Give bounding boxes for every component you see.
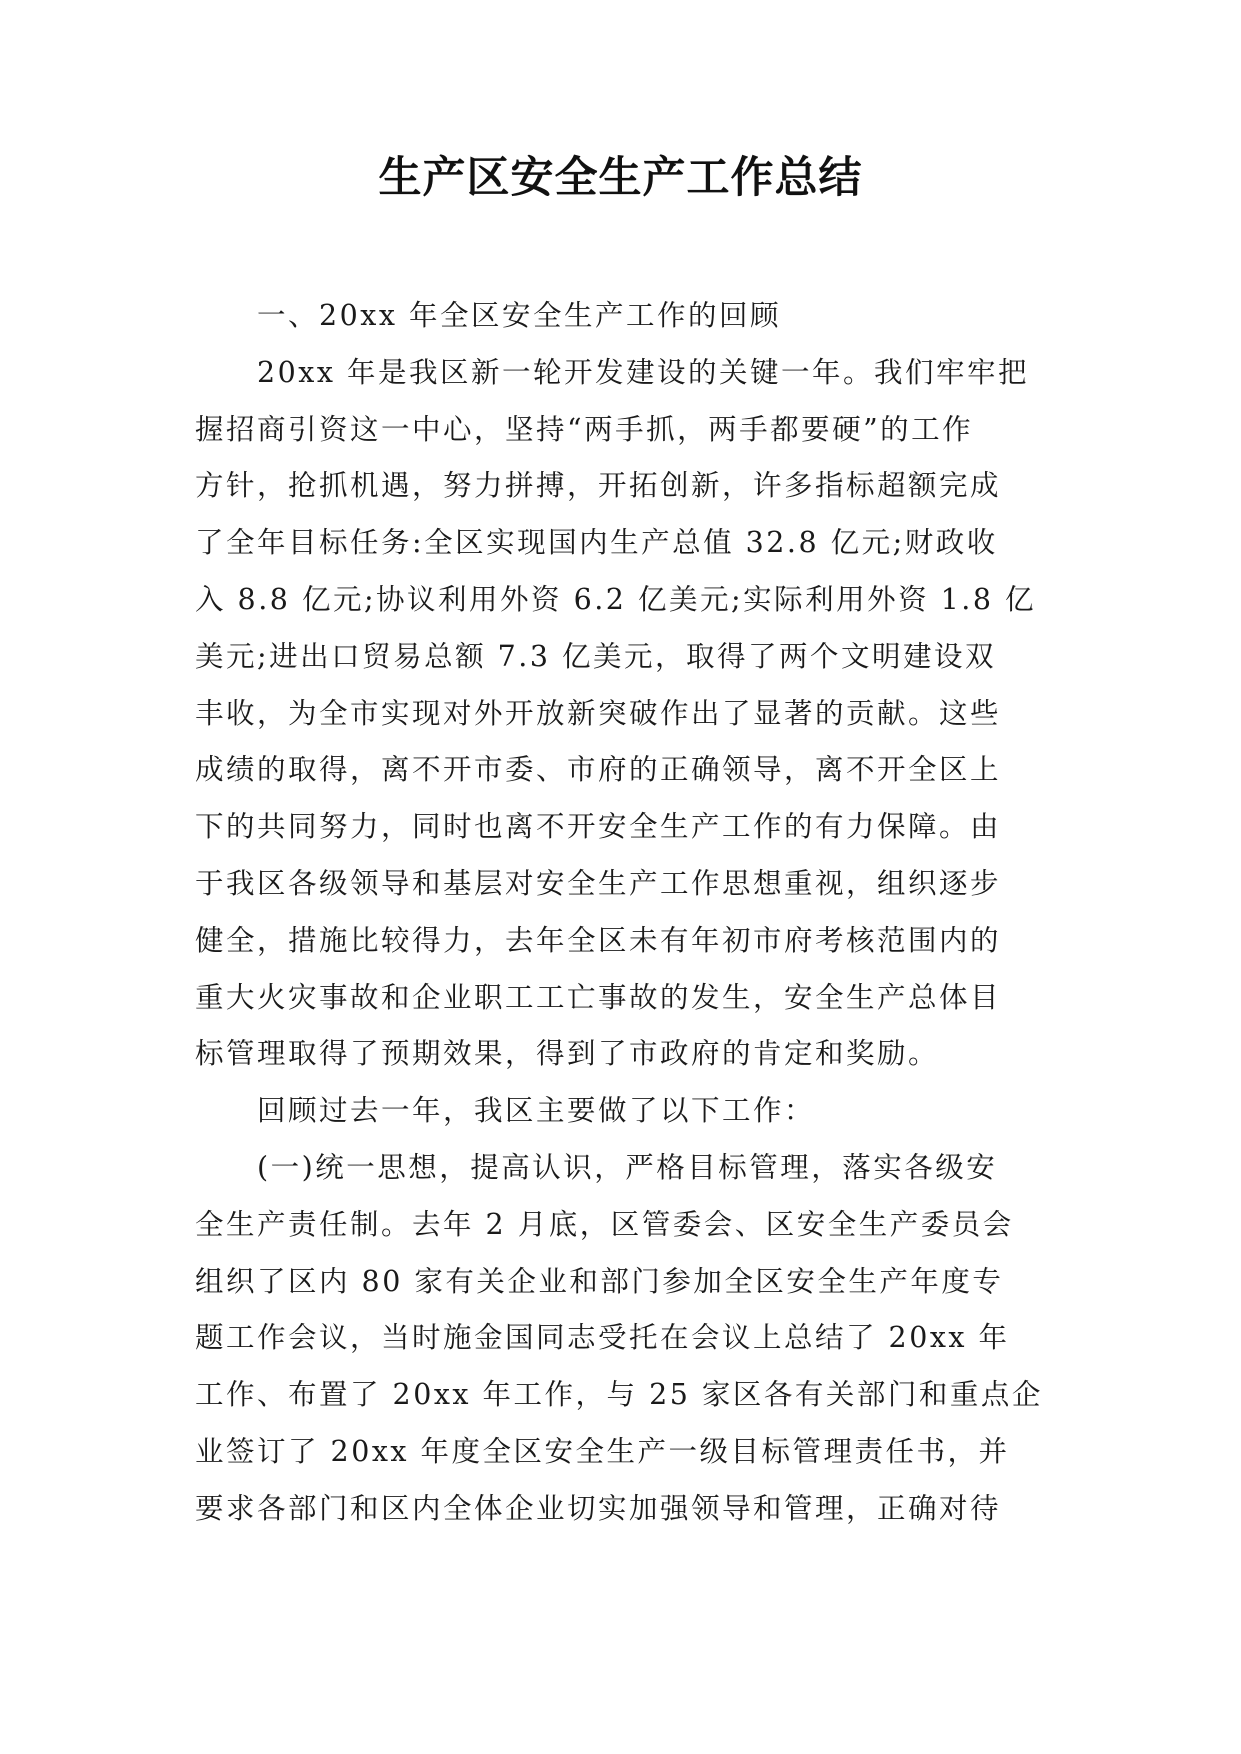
text-line: 20xx 年是我区新一轮开发建设的关键一年。我们牢牢把 [257,355,1029,389]
text-line: 方针，抢抓机遇，努力拼搏，开拓创新，许多指标超额完成 [195,469,1002,503]
text-line: 重大火灾事故和企业职工工亡事故的发生，安全生产总体目 [195,980,1002,1014]
text-line: 丰收，为全市实现对外开放新突破作出了显著的贡献。这些 [195,696,1002,730]
text-line: 美元;进出口贸易总额 7.3 亿美元，取得了两个文明建设双 [195,639,997,673]
text-line: 要求各部门和区内全体企业切实加强领导和管理，正确对待 [195,1491,1002,1525]
text-line: 入 8.8 亿元;协议利用外资 6.2 亿美元;实际利用外资 1.8 亿 [195,582,1037,616]
text-line: 成绩的取得，离不开市委、市府的正确领导，离不开全区上 [195,753,1002,787]
text-line: 组织了区内 80 家有关企业和部门参加全区安全生产年度专 [195,1264,1004,1298]
text-line: 回顾过去一年，我区主要做了以下工作： [257,1094,816,1128]
text-line: 全生产责任制。去年 2 月底，区管委会、区安全生产委员会 [195,1207,1014,1241]
text-line: 题工作会议，当时施金国同志受托在会议上总结了 20xx 年 [195,1321,1010,1355]
document-title: 生产区安全生产工作总结 [378,153,863,203]
text-line: 健全，措施比较得力，去年全区未有年初市府考核范围内的 [195,923,1002,957]
document-body [195,288,1055,1538]
text-line: 标管理取得了预期效果，得到了市政府的肯定和奖励。 [195,1037,940,1071]
text-line: 握招商引资这一中心，坚持“两手抓，两手都要硬”的工作 [195,412,974,446]
text-line: 下的共同努力，同时也离不开安全生产工作的有力保障。由 [195,810,1002,844]
text-line: (一)统一思想，提高认识，严格目标管理，落实各级安 [257,1150,998,1184]
text-line: 于我区各级领导和基层对安全生产工作思想重视，组织逐步 [195,866,1002,900]
text-line: 了全年目标任务:全区实现国内生产总值 32.8 亿元;财政收 [195,526,998,560]
text-line: 一、20xx 年全区安全生产工作的回顾 [257,299,781,332]
text-line: 工作、布置了 20xx 年工作，与 25 家区各有关部门和重点企 [195,1378,1043,1412]
text-line: 业签订了 20xx 年度全区安全生产一级目标管理责任书，并 [195,1434,1010,1468]
